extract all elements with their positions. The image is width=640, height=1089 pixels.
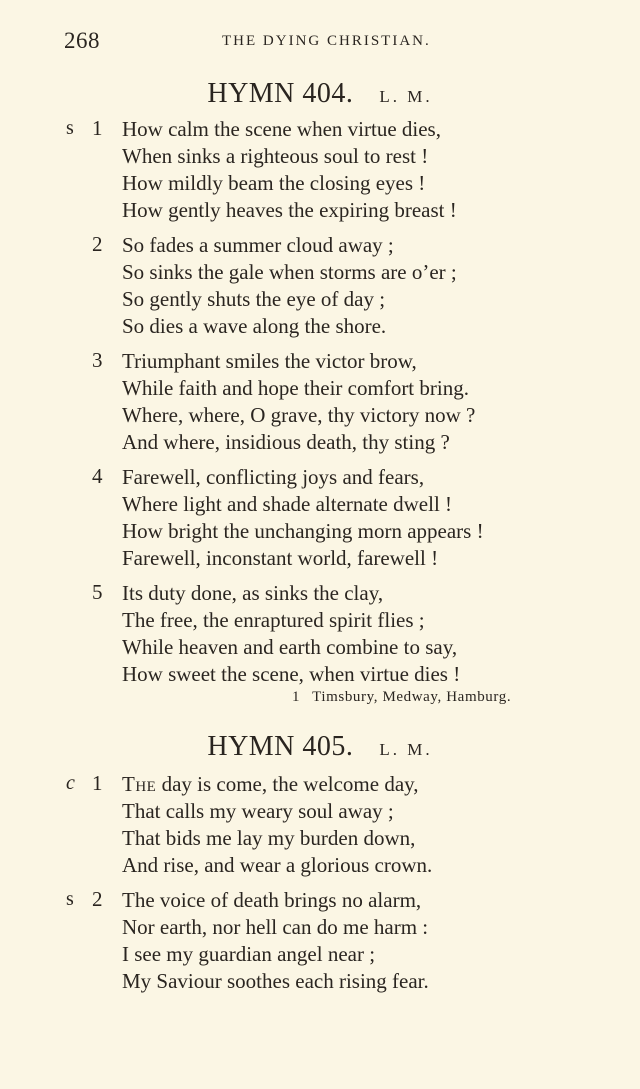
stanza-number: 4 [92,464,103,488]
hymn-number: HYMN 404. [207,78,354,109]
verse-line: So sinks the gale when storms are o’er ; [122,260,457,284]
verse-line: How sweet the scene, when virtue dies ! [122,662,461,686]
hymn-meter: L. M. [379,740,433,759]
first-line-rest: day is come, the welcome day, [156,772,419,796]
verse-line: When sinks a righteous soul to rest ! [122,144,429,168]
hymn-number: HYMN 405. [207,731,354,762]
verse-line: Triumphant smiles the victor brow, [122,349,417,373]
stanza-mark: s [66,888,74,910]
verse-line: While heaven and earth combine to say, [122,635,458,659]
verse-line: The free, the enraptured spirit flies ; [122,608,425,632]
verse-line: How gently heaves the expiring breast ! [122,198,457,222]
verse-line: The voice of death brings no alarm, [122,888,422,912]
verse-line: So gently shuts the eye of day ; [122,287,386,311]
tune-names: Timsbury, Medway, Hamburg. [312,689,512,705]
page-number: 268 [64,28,100,53]
verse-line: Farewell, inconstant world, farewell ! [122,546,439,570]
verse-line-first [122,771,432,798]
stanza-mark: c [66,772,75,794]
verse-line: That bids me lay my burden down, [122,826,416,850]
verse-line: I see my guardian angel near ; [122,942,376,966]
verse-line: How calm the scene when virtue dies, [122,117,441,141]
verse-line: So dies a wave along the shore. [122,314,387,338]
hymn-405-title [0,731,640,763]
verse-line: How bright the unchanging morn appears ! [122,519,484,543]
tune-number: 1 [292,689,301,705]
verse-line: How mildly beam the closing eyes ! [122,171,426,195]
first-word-smallcaps: The [122,772,157,796]
stanza-number: 3 [92,348,103,372]
running-title: THE DYING CHRISTIAN. [222,33,431,49]
stanza-number: 2 [92,232,103,256]
stanza-number: 1 [92,116,103,140]
verse-line: Its duty done, as sinks the clay, [122,581,384,605]
verse-line: Where light and shade alternate dwell ! [122,492,453,516]
verse-line: While faith and hope their comfort bring. [122,376,469,400]
verse-line: That calls my weary soul away ; [122,799,394,823]
verse-line: Nor earth, nor hell can do me harm : [122,915,429,939]
verse-line: My Saviour soothes each rising fear. [122,969,429,993]
verse-line: Where, where, O grave, thy victory now ? [122,403,476,427]
tune-suggestions [292,689,511,706]
hymn-404-title [0,78,640,110]
verse-line: And rise, and wear a glorious crown. [122,853,433,877]
verse-line: And where, insidious death, thy sting ? [122,430,450,454]
stanza-number: 1 [92,771,103,795]
hymn-meter: L. M. [379,87,433,106]
verse-line: So fades a summer cloud away ; [122,233,394,257]
verse-line: Farewell, conflicting joys and fears, [122,465,425,489]
stanza-number: 2 [92,887,103,911]
stanza-number: 5 [92,580,103,604]
stanza-mark: s [66,117,74,139]
running-head [0,28,640,52]
